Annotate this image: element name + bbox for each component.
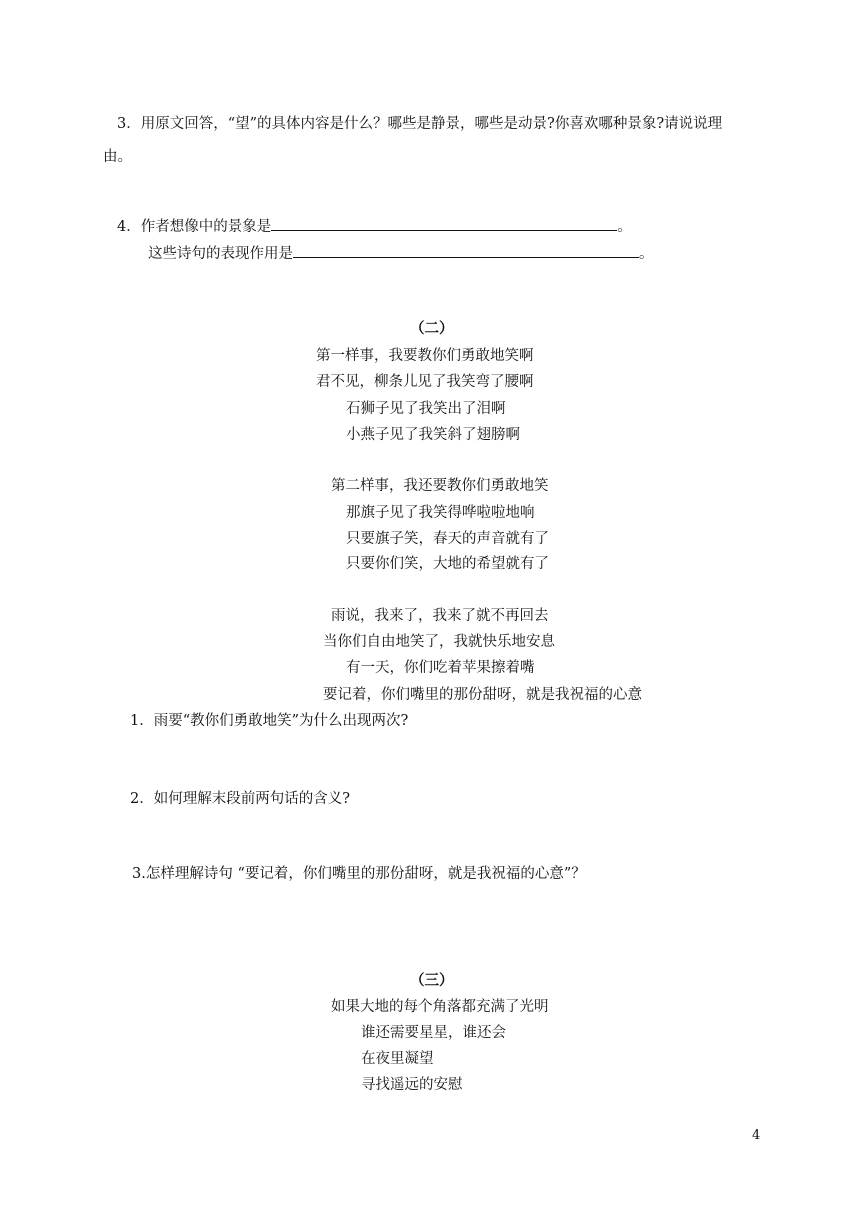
poem-line: 只要旗子笑，春天的声音就有了 [346, 531, 549, 547]
question-4b-prefix: 这些诗句的表现作用是 [148, 246, 293, 262]
poem-line: 只要你们笑，大地的希望就有了 [346, 556, 549, 572]
poem-line: 石狮子见了我笑出了泪啊 [346, 401, 506, 417]
poem-line: 如果大地的每个角落都充满了光明 [331, 999, 549, 1015]
poem-line: 第一样事，我要教你们勇敢地笑啊 [316, 348, 534, 364]
poem-line: 当你们自由地笑了，我就快乐地安息 [323, 634, 555, 650]
question-4-prefix: 4．作者想像中的景象是 [117, 219, 272, 235]
poem-line: 有一天，你们吃着苹果擦着嘴 [346, 660, 535, 676]
question-3-line-1: 3．用原文回答，“望”的具体内容是什么？哪些是静景，哪些是动景?你喜欢哪种景象?请说说理 [117, 116, 723, 132]
question-4-line-2 [148, 242, 654, 263]
poem-line: 寻找遥远的安慰 [361, 1077, 463, 1093]
poem-line: 小燕子见了我笑斜了翅膀啊 [346, 427, 520, 443]
question-4-line-1 [117, 215, 632, 236]
section-3-title: （三） [410, 972, 454, 989]
question-4b-suffix: 。 [639, 246, 654, 262]
section-2-title: （二） [410, 320, 454, 337]
answer-blank-1[interactable] [271, 215, 617, 231]
section-2-question-2: 2．如何理解末段前两句话的含义? [130, 791, 350, 807]
question-3-line-2: 由。 [103, 149, 132, 165]
poem-line: 雨说，我来了，我来了就不再回去 [331, 608, 549, 624]
question-4-suffix: 。 [617, 219, 632, 235]
poem-line: 要记着，你们嘴里的那份甜呀，就是我祝福的心意 [323, 687, 642, 703]
answer-blank-2[interactable] [293, 242, 639, 258]
poem-line: 那旗子见了我笑得哗啦啦地响 [346, 505, 535, 521]
poem-line: 君不见，柳条儿见了我笑弯了腰啊 [316, 374, 534, 390]
page-number: 4 [752, 1128, 761, 1143]
section-2-question-3: 3.怎样理解诗句 “要记着，你们嘴里的那份甜呀，就是我祝福的心意”？ [132, 866, 586, 882]
poem-line: 在夜里凝望 [361, 1051, 434, 1067]
poem-line: 谁还需要星星，谁还会 [361, 1025, 506, 1041]
section-2-question-1: 1．雨要“教你们勇敢地笑”为什么出现两次? [130, 713, 409, 729]
poem-line: 第二样事，我还要教你们勇敢地笑 [331, 478, 549, 494]
